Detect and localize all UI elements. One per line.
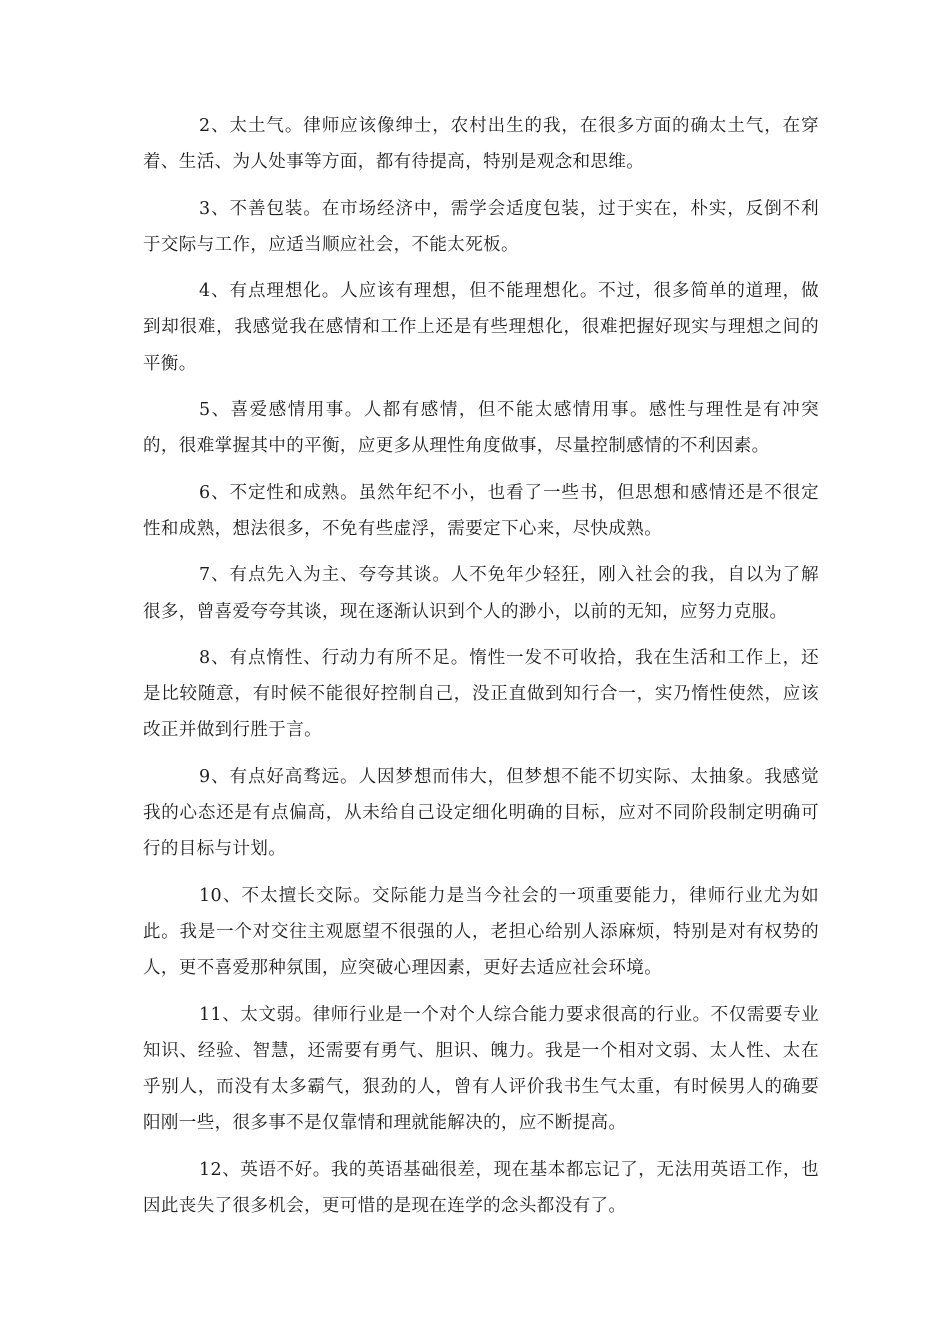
- paragraph-item-11: 11、太文弱。律师行业是一个对个人综合能力要求很高的行业。不仅需要专业知识、经验、智慧，还需要有勇气、胆识、魄力。我是一个相对文弱、太人性、太在乎别人，而没有太多霸气，狠劲的人，曾有人评价我书生气太重，有时候男人的确要阳刚一些，很多事不是仅靠情和理就能解决的，应不断提高。: [143, 1004, 819, 1134]
- paragraph-item-3: 3、不善包装。在市场经济中，需学会适度包装，过于实在，朴实，反倒不利于交际与工作，应适当顺应社会，不能太死板。: [143, 198, 819, 255]
- paragraph-item-10: 10、不太擅长交际。交际能力是当今社会的一项重要能力，律师行业尤为如此。我是一个对交往主观愿望不很强的人，老担心给别人添麻烦，特别是对有权势的人，更不喜爱那种氛围，应突破心理因素，更好去适应社会环境。: [143, 885, 819, 979]
- paragraph-item-2: 2、太土气。律师应该像绅士，农村出生的我，在很多方面的确太土气，在穿着、生活、为人处事等方面，都有待提高，特别是观念和思维。: [143, 116, 819, 173]
- paragraph-item-4: 4、有点理想化。人应该有理想，但不能理想化。不过，很多简单的道理，做到却很难，我感觉我在感情和工作上还是有些理想化，很难把握好现实与理想之间的平衡。: [143, 281, 819, 374]
- paragraph-item-8: 8、有点惰性、行动力有所不足。惰性一发不可收拾，我在生活和工作上，还是比较随意，有时候不能很好控制自己，没正直做到知行合一，实乃惰性使然，应该改正并做到行胜于言。: [143, 647, 819, 741]
- paragraph-item-7: 7、有点先入为主、夸夸其谈。人不免年少轻狂，刚入社会的我，自以为了解很多，曾喜爱夸夸其谈，现在逐渐认识到个人的渺小，以前的无知，应努力克服。: [143, 565, 819, 622]
- paragraph-item-6: 6、不定性和成熟。虽然年纪不小，也看了一些书，但思想和感情还是不很定性和成熟，想法很多，不免有些虚浮，需要定下心来，尽快成熟。: [143, 482, 819, 539]
- paragraph-item-12: 12、英语不好。我的英语基础很差，现在基本都忘记了，无法用英语工作，也因此丧失了很多机会，更可惜的是现在连学的念头都没有了。: [143, 1159, 819, 1217]
- paragraph-item-9: 9、有点好高骛远。人因梦想而伟大，但梦想不能不切实际、太抽象。我感觉我的心态还是有点偏高，从未给自己设定细化明确的目标，应对不同阶段制定明确可行的目标与计划。: [143, 766, 819, 860]
- paragraph-item-5: 5、喜爱感情用事。人都有感情，但不能太感情用事。感性与理性是有冲突的，很难掌握其中的平衡，应更多从理性角度做事，尽量控制感情的不利因素。: [143, 400, 819, 457]
- document-body: [143, 108, 819, 1234]
